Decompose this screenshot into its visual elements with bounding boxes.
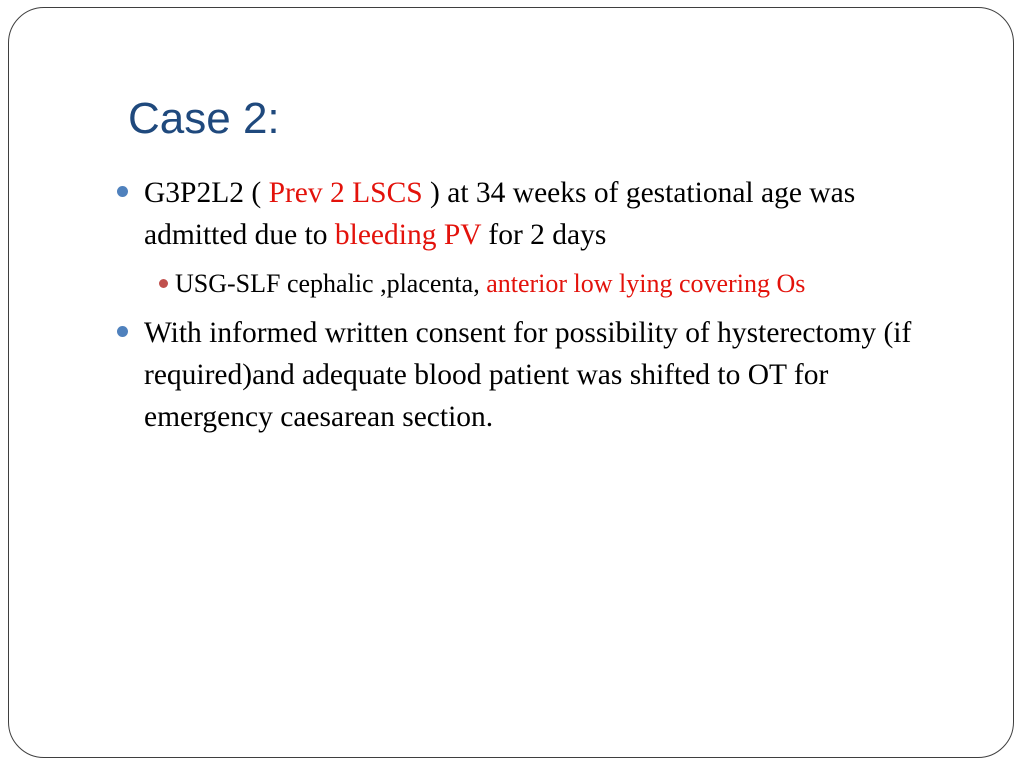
case-history-text-1: G3P2L2 ( <box>144 177 269 209</box>
case-history-text <box>144 177 855 251</box>
bullet-item-consent <box>112 312 962 438</box>
slide-body <box>112 172 962 445</box>
case-history-text-3: for 2 days <box>481 219 607 251</box>
case-history-text-2: ) at 34 weeks of gestational age was admitted due to <box>144 177 856 251</box>
usg-text-1: USG-SLF cephalic ,placenta, <box>175 269 487 298</box>
sub-bullet-dot-icon <box>159 279 168 288</box>
bullet-item-case-history <box>112 172 962 256</box>
highlight-prev-lscs: Prev 2 LSCS <box>268 177 423 209</box>
bullet-dot-icon <box>117 186 128 197</box>
usg-text <box>175 269 805 298</box>
highlight-bleeding-pv: bleeding PV <box>334 219 482 251</box>
bullet-dot-icon <box>117 326 128 337</box>
sub-bullet-item-usg <box>144 263 962 304</box>
consent-text: With informed written consent for possibility of hysterectomy (if required)and adequate blood patient was shifted to OT for emergency caesarean section. <box>144 317 912 433</box>
slide-title: Case 2: <box>128 94 280 143</box>
highlight-placenta-position: anterior low lying covering Os <box>486 269 806 298</box>
